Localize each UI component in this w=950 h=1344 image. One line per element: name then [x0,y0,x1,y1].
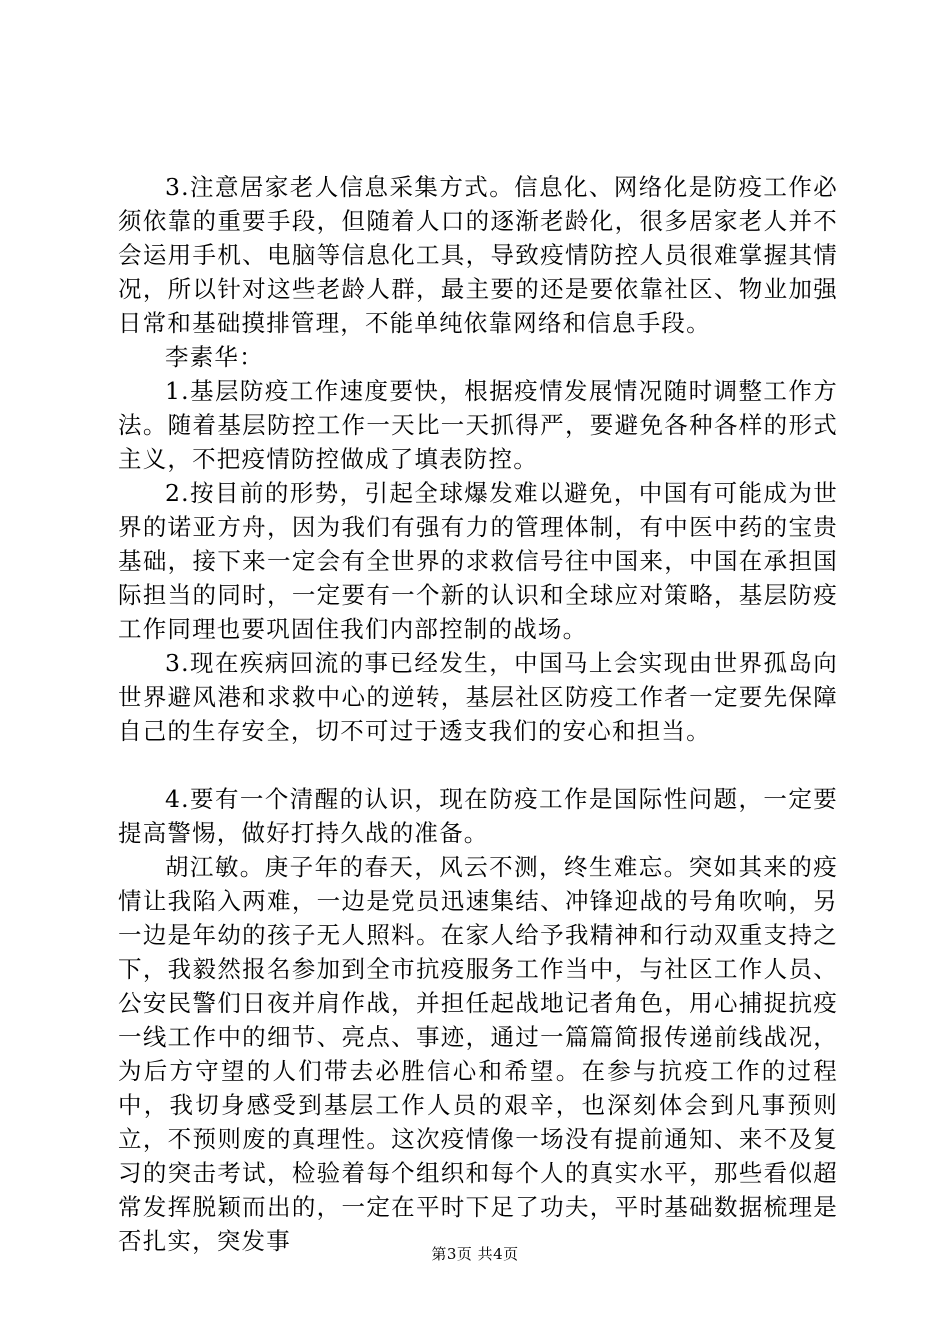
page-number-footer: 第3页 共4页 [431,1245,519,1263]
page-body [118,170,838,1258]
paragraph-long-term-awareness: 4.要有一个清醒的认识，现在防疫工作是国际性问题，一定要提高警惕，做好打持久战的准备。 [118,785,838,847]
paragraph-global-situation: 2.按目前的形势，引起全球爆发难以避免，中国有可能成为世界的诺亚方舟，因为我们有强有力的管理体制，有中医中药的宝贵基础，接下来一定会有全世界的求救信号往中国来，中国在承担国际担当的同时，一定要有一个新的认识和全球应对策略，基层防疫工作同理也要巩固住我们内部控制的战场。 [118,479,838,643]
paragraph-speed-of-work: 1.基层防疫工作速度要快，根据疫情发展情况随时调整工作方法。随着基层防控工作一天比一天抓得严，要避免各种各样的形式主义，不把疫情防控做成了填表防控。 [118,377,838,473]
speaker-name-li-suhua: 李素华： [165,343,264,371]
paragraph-reverse-inflow: 3.现在疾病回流的事已经发生，中国马上会实现由世界孤岛向世界避风港和求救中心的逆转，基层社区防疫工作者一定要先保障自己的生存安全，切不可过于透支我们的安心和担当。 [118,649,838,745]
paragraph-spacer [118,748,838,782]
paragraph-hu-jiangmin: 胡江敏。庚子年的春天，风云不测，终生难忘。突如其来的疫情让我陷入两难，一边是党员迅速集结、冲锋迎战的号角吹响，另一边是年幼的孩子无人照料。在家人给予我精神和行动双重支持之下，我毅然报名参加到全市抗疫服务工作当中，与社区工作人员、公安民警们日夜并肩作战，并担任起战地记者角色，用心捕捉抗疫一线工作中的细节、亮点、事迹，通过一篇篇简报传递前线战况，为后方守望的人们带去必胜信心和希望。在参与抗疫工作的过程中，我切身感受到基层工作人员的艰辛，也深刻体会到凡事预则立，不预则废的真理性。这次疫情像一场没有提前通知、来不及复习的突击考试，检验着每个组织和每个人的真实水平，那些看似超常发挥脱颖而出的，一定在平时下足了功夫，平时基础数据梳理是否扎实，突发事 [118,853,838,1255]
paragraph-elderly-info-collection: 3.注意居家老人信息采集方式。信息化、网络化是防疫工作必须依靠的重要手段，但随着人口的逐渐老龄化，很多居家老人并不会运用手机、电脑等信息化工具，导致疫情防控人员很难掌握其情况，所以针对这些老龄人群，最主要的还是要依靠社区、物业加强日常和基础摸排管理，不能单纯依靠网络和信息手段。 [118,173,838,337]
